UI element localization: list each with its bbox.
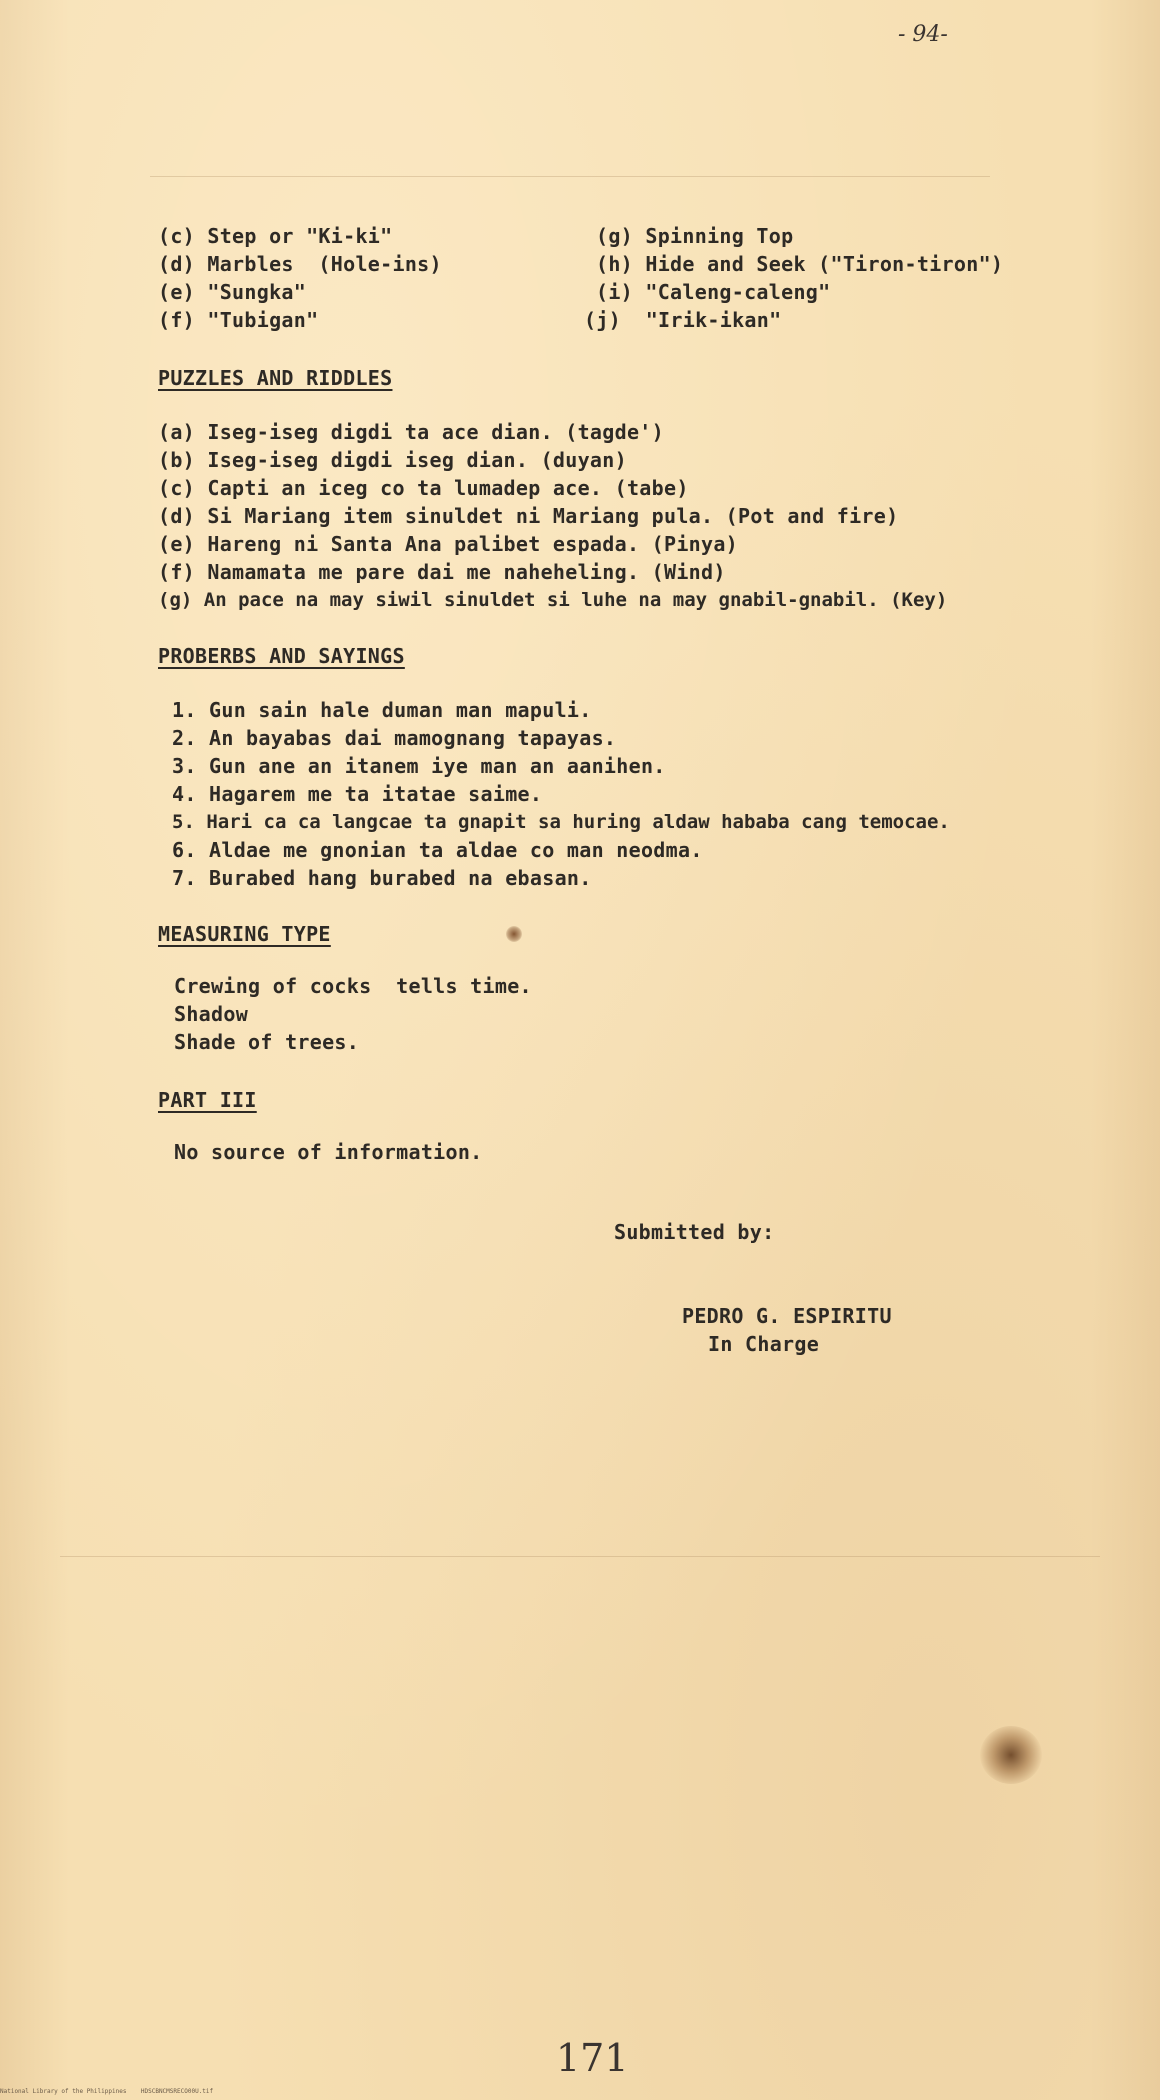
archive-mark: 171 [556,2036,629,2080]
list-item: (g) Spinning Top [596,224,794,248]
section-heading-proverbs: PROBERBS AND SAYINGS [158,644,405,668]
list-item: 1. Gun sain hale duman man mapuli. [172,698,592,722]
section-heading-part-3: PART III [158,1088,257,1112]
list-item: (e) "Sungka" [158,280,307,304]
section-heading-measuring: MEASURING TYPE [158,922,331,946]
submitted-by-label: Submitted by: [614,1220,775,1244]
signatory-title: In Charge [708,1332,820,1356]
list-item: Crewing of cocks tells time. [174,974,532,998]
list-item: (f) "Tubigan" [158,308,319,332]
list-item: (f) Namamata me pare dai me naheheling. (Wind) [158,560,726,584]
list-item: (j) "Irik-ikan" [584,308,782,332]
list-item: 6. Aldae me gnonian ta aldae co man neodma. [172,838,703,862]
list-item: 7. Burabed hang burabed na ebasan. [172,866,592,890]
list-item: (i) "Caleng-caleng" [596,280,831,304]
list-item: 2. An bayabas dai mamognang tapayas. [172,726,617,750]
section-heading-puzzles: PUZZLES AND RIDDLES [158,366,393,390]
list-item: (c) Step or "Ki-ki" [158,224,393,248]
bleed-through-rule [150,176,990,177]
scanner-footer: National Library of the Philippines HDSCBNCMSRECO00U.tif [0,2088,214,2095]
ink-dot [506,926,522,942]
list-item: (b) Iseg-iseg digdi iseg dian. (duyan) [158,448,627,472]
page-number: - 94- [898,22,948,47]
list-item: (a) Iseg-iseg digdi ta ace dian. (tagde') [158,420,664,444]
list-item: 3. Gun ane an itanem iye man an aanihen. [172,754,666,778]
list-item: 5. Hari ca ca langcae ta gnapit sa huring aldaw hababa cang temocae. [172,811,950,833]
signatory-name: PEDRO G. ESPIRITU [682,1304,892,1328]
list-item: (d) Marbles (Hole-ins) [158,252,442,276]
ink-stain [980,1726,1042,1784]
list-item: (e) Hareng ni Santa Ana palibet espada. (Pinya) [158,532,739,556]
list-item: (c) Capti an iceg co ta lumadep ace. (tabe) [158,476,689,500]
list-item: 4. Hagarem me ta itatae saime. [172,782,543,806]
list-item: (h) Hide and Seek ("Tiron-tiron") [596,252,1004,276]
list-item: (g) An pace na may siwil sinuldet si luhe na may gnabil-gnabil. (Key) [158,589,948,611]
part-3-text: No source of information. [174,1140,483,1164]
bleed-through-rule [60,1556,1100,1557]
list-item: Shadow [174,1002,249,1026]
list-item: (d) Si Mariang item sinuldet ni Mariang pula. (Pot and fire) [158,504,899,528]
list-item: Shade of trees. [174,1030,360,1054]
